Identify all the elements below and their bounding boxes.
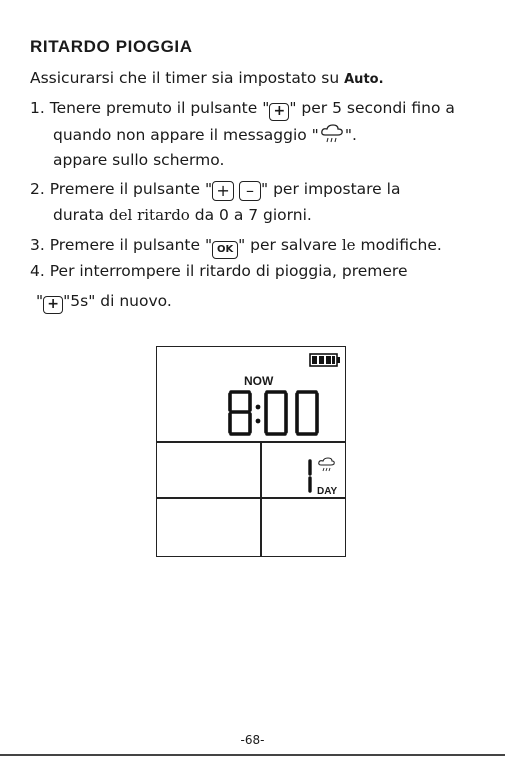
- step-4-line-1: [30, 262, 407, 280]
- step-4-line-2: [36, 292, 172, 314]
- minus-button-icon: –: [239, 181, 261, 201]
- plus-button-icon: +: [212, 181, 234, 201]
- plus-button-icon: +: [43, 296, 63, 314]
- auto-mode-label: Auto.: [344, 72, 384, 87]
- step-text: " per impostare la: [261, 180, 401, 198]
- rain-cloud-icon: [319, 124, 345, 148]
- step-text: da 0 a 7 giorni.: [189, 206, 312, 224]
- footer-rule: [0, 754, 505, 756]
- display-divider: [157, 497, 345, 499]
- step-text: Premere il pulsante ": [49, 236, 213, 254]
- step-3-line-1: [30, 236, 442, 259]
- ok-button-icon: OK: [212, 241, 238, 259]
- step-text: Premere il pulsante ": [49, 180, 213, 198]
- display-divider: [260, 441, 262, 556]
- step-1-line-3: appare sullo schermo.: [53, 151, 225, 169]
- step-2-line-2: [53, 206, 312, 224]
- step-1-line-2: [53, 124, 357, 148]
- time-readout: [227, 389, 323, 437]
- lcd-display: [156, 346, 346, 557]
- rain-cloud-icon: [317, 457, 337, 477]
- step-text: ".: [344, 126, 357, 144]
- display-divider: [157, 441, 345, 443]
- battery-icon: [309, 352, 341, 372]
- step-number: 2.: [30, 180, 45, 198]
- step-text: del ritardo: [109, 206, 190, 224]
- day-count-digit: [307, 459, 313, 497]
- page-title: RITARDO PIOGGIA: [30, 37, 193, 56]
- step-text: " per 5 secondi fino a: [289, 99, 455, 117]
- step-text: ": [36, 292, 44, 310]
- step-text: le: [341, 236, 356, 254]
- step-text: modifiche.: [355, 236, 442, 254]
- step-number: 3.: [30, 236, 45, 254]
- intro-text: Assicurarsi che il timer sia impostato su: [30, 69, 345, 87]
- plus-button-icon: +: [269, 103, 289, 121]
- step-text: "5s" di nuovo.: [63, 292, 172, 310]
- now-label: NOW: [244, 374, 274, 388]
- step-number: 4.: [30, 262, 45, 280]
- step-text: Tenere premuto il pulsante ": [49, 99, 270, 117]
- step-text: " per salvare: [238, 236, 342, 254]
- page-number: -68-: [240, 733, 265, 747]
- step-2-line-1: [30, 180, 400, 201]
- step-number: 1.: [30, 99, 45, 117]
- step-text: durata: [53, 206, 110, 224]
- step-text: Per interrompere il ritardo di pioggia, premere: [49, 262, 408, 280]
- step-text: quando non appare il messaggio ": [53, 126, 319, 144]
- step-1-line-1: [30, 99, 455, 121]
- intro-line: [30, 69, 384, 87]
- day-label: DAY: [317, 486, 338, 497]
